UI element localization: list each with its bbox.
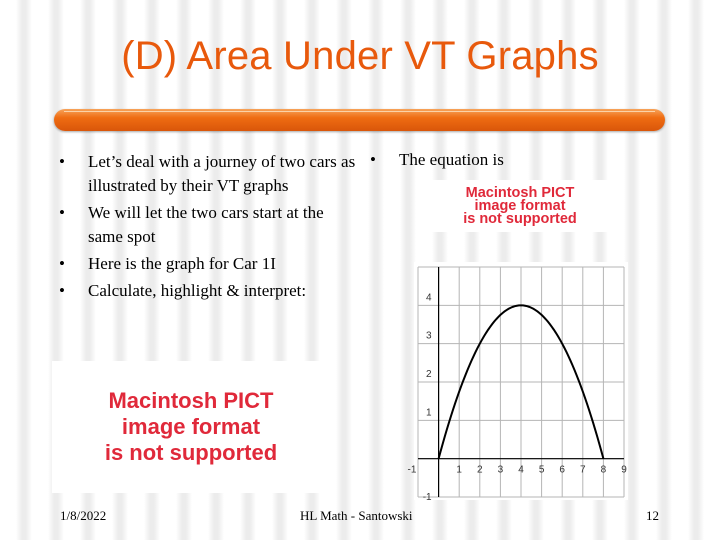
bullet-text: Here is the graph for Car 1I bbox=[88, 254, 276, 273]
pict-text-line: image format bbox=[121, 414, 261, 439]
bullet-item bbox=[56, 252, 356, 276]
pict-text-line: is not supported bbox=[463, 210, 577, 227]
bullet-marker: • bbox=[59, 203, 65, 222]
x-tick-label: 6 bbox=[559, 464, 565, 476]
vt-graph bbox=[407, 262, 628, 503]
bullet-text: Let’s deal with a journey of two cars as illustrated by their VT graphs bbox=[88, 152, 356, 195]
x-tick-label: 2 bbox=[477, 464, 483, 476]
bullet-marker: • bbox=[59, 152, 65, 171]
x-tick-label: -1 bbox=[407, 464, 417, 476]
bullet-marker: • bbox=[59, 281, 65, 300]
bullet-text: Calculate, highlight & interpret: bbox=[88, 281, 307, 300]
bullet-marker: • bbox=[370, 150, 376, 169]
pict-text-line: Macintosh PICT bbox=[465, 184, 575, 201]
footer-author: HL Math - Santowski bbox=[300, 508, 413, 523]
right-bullet-list bbox=[367, 148, 667, 172]
y-tick-label: 3 bbox=[426, 330, 432, 342]
bullet-item bbox=[56, 150, 356, 198]
y-tick-label: -1 bbox=[422, 492, 432, 503]
x-tick-label: 3 bbox=[497, 464, 504, 476]
y-tick-label: 1 bbox=[426, 407, 432, 419]
left-bullet-list bbox=[56, 150, 356, 306]
x-tick-label: 1 bbox=[456, 464, 462, 476]
x-tick-label: 5 bbox=[538, 464, 545, 476]
pict-text-line: Macintosh PICT bbox=[108, 388, 274, 413]
footer-page-number: 12 bbox=[646, 508, 659, 523]
x-tick-label: 7 bbox=[580, 464, 586, 476]
calculation-image-placeholder bbox=[52, 361, 330, 493]
bullet-item bbox=[56, 201, 356, 249]
footer-date: 1/8/2022 bbox=[60, 508, 107, 523]
vt-graph-svg bbox=[407, 262, 628, 503]
bullet-text: We will let the two cars start at the same spot bbox=[88, 203, 324, 246]
bullet-item bbox=[367, 148, 667, 172]
y-tick-label: 4 bbox=[426, 292, 432, 304]
title-divider-bar bbox=[54, 109, 665, 131]
slide-title: (D) Area Under VT Graphs bbox=[121, 34, 599, 78]
y-tick-label: 2 bbox=[426, 369, 432, 380]
title-divider-highlight bbox=[64, 111, 655, 112]
equation-image-placeholder bbox=[420, 180, 620, 232]
x-tick-label: 4 bbox=[518, 464, 524, 476]
bullet-text: The equation is bbox=[399, 150, 504, 169]
x-tick-label: 8 bbox=[600, 464, 607, 476]
bullet-item bbox=[56, 279, 356, 303]
pict-text-line: image format bbox=[474, 197, 566, 214]
pict-text-line: is not supported bbox=[104, 440, 278, 465]
x-tick-label: 9 bbox=[621, 464, 627, 476]
bullet-marker: • bbox=[59, 254, 65, 273]
